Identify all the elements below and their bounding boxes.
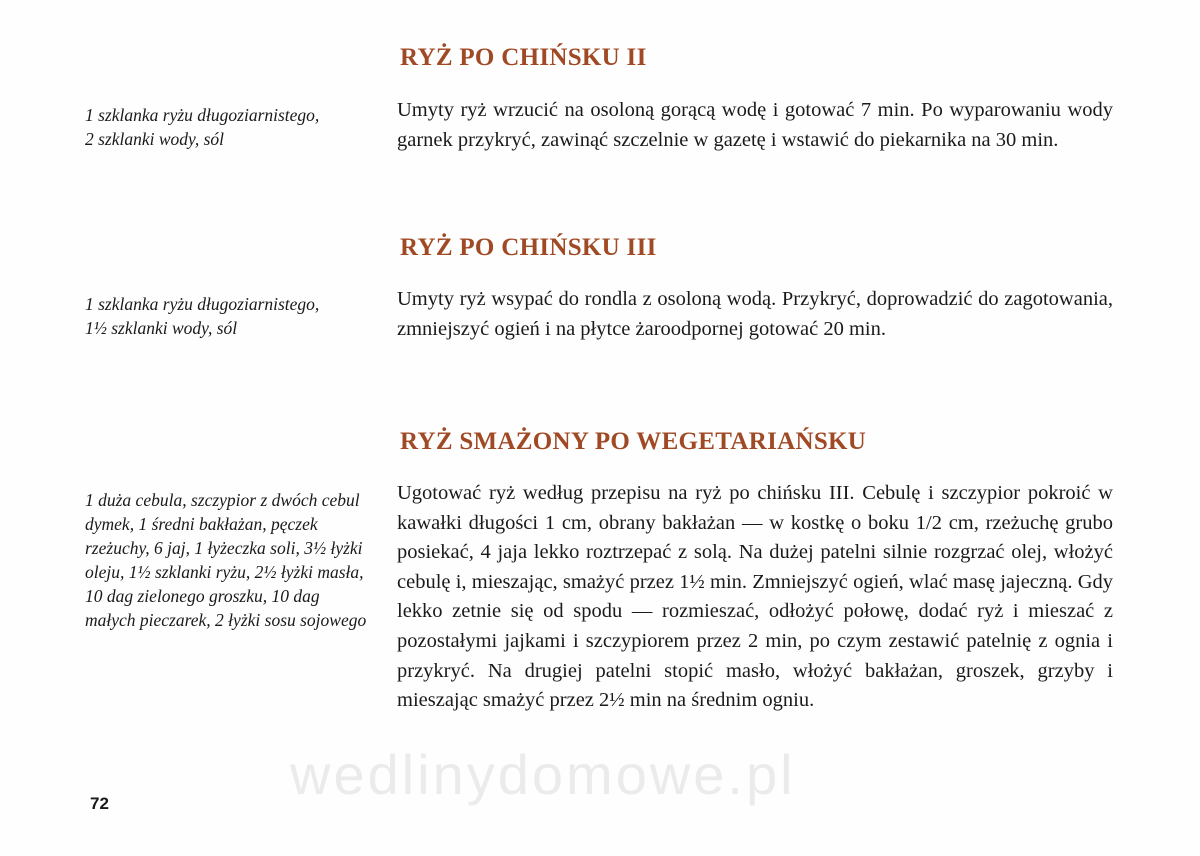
recipe-instructions-ryz-smazony-po-wegetariansku: Ugotować ryż według przepisu na ryż po chińsku III. Cebulę i szczypior pokroić w kawałki długości 1 cm, obrany bakłażan — w kostkę o boku 1/2 cm, rzeżuchę grubo posiekać, 4 jaja lekko roztrzepać z solą. Na dużej patelni silnie rozgrzać olej, włożyć cebulę i, mieszając, smażyć przez 1½ min. Zmniejszyć ogień, wlać masę jajeczną. Gdy lekko zetnie się od spodu — rozmieszać, odłożyć połowę, dodać ryż i mieszać z pozostałymi jajkami i szczypiorem przez 2 min, po czym zestawić patelnię z ognia i przykryć. Na drugiej patelni stopić masło, włożyć bakłażan, groszek, grzyby i mieszając smażyć przez 2½ min na średnim ogniu. <box>397 482 1113 712</box>
watermark-text: wedlinydomowe.pl <box>290 743 796 806</box>
recipe-ingredients-ryz-po-chinsku-ii: 1 szklanka ryżu długoziarnistego, 2 szklanki wody, sól <box>85 105 320 149</box>
page-number: 72 <box>90 794 109 813</box>
recipe-ingredients-ryz-smazony-po-wegetariansku: 1 duża cebula, szczypior z dwóch cebul dymek, 1 średni bakłażan, pęczek rzeżuchy, 6 jaj, 1 łyżeczka soli, 3½ łyżki oleju, 1½ szklanki ryżu, 2½ łyżki masła, 10 dag zielonego groszku, 10 dag małych pieczarek, 2 łyżki sosu sojowego <box>85 490 367 630</box>
recipe-instructions-ryz-po-chinsku-iii: Umyty ryż wsypać do rondla z osoloną wodą. Przykryć, doprowadzić do zagotowania, zmniejszyć ogień i na płytce żaroodpornej gotować 20 min. <box>397 288 1113 340</box>
recipe-title-ryz-po-chinsku-ii: RYŻ PO CHIŃSKU II <box>400 44 647 71</box>
recipe-title-ryz-smazony-po-wegetariansku: RYŻ SMAŻONY PO WEGETARIAŃSKU <box>400 428 867 455</box>
recipe-title-ryz-po-chinsku-iii: RYŻ PO CHIŃSKU III <box>400 234 657 261</box>
recipe-ingredients-ryz-po-chinsku-iii: 1 szklanka ryżu długoziarnistego, 1½ szklanki wody, sól <box>85 294 320 338</box>
recipe-instructions-ryz-po-chinsku-ii: Umyty ryż wrzucić na osoloną gorącą wodę i gotować 7 min. Po wyparowaniu wody garnek przykryć, zawinąć szczelnie w gazetę i wstawić do piekarnika na 30 min. <box>397 99 1113 151</box>
